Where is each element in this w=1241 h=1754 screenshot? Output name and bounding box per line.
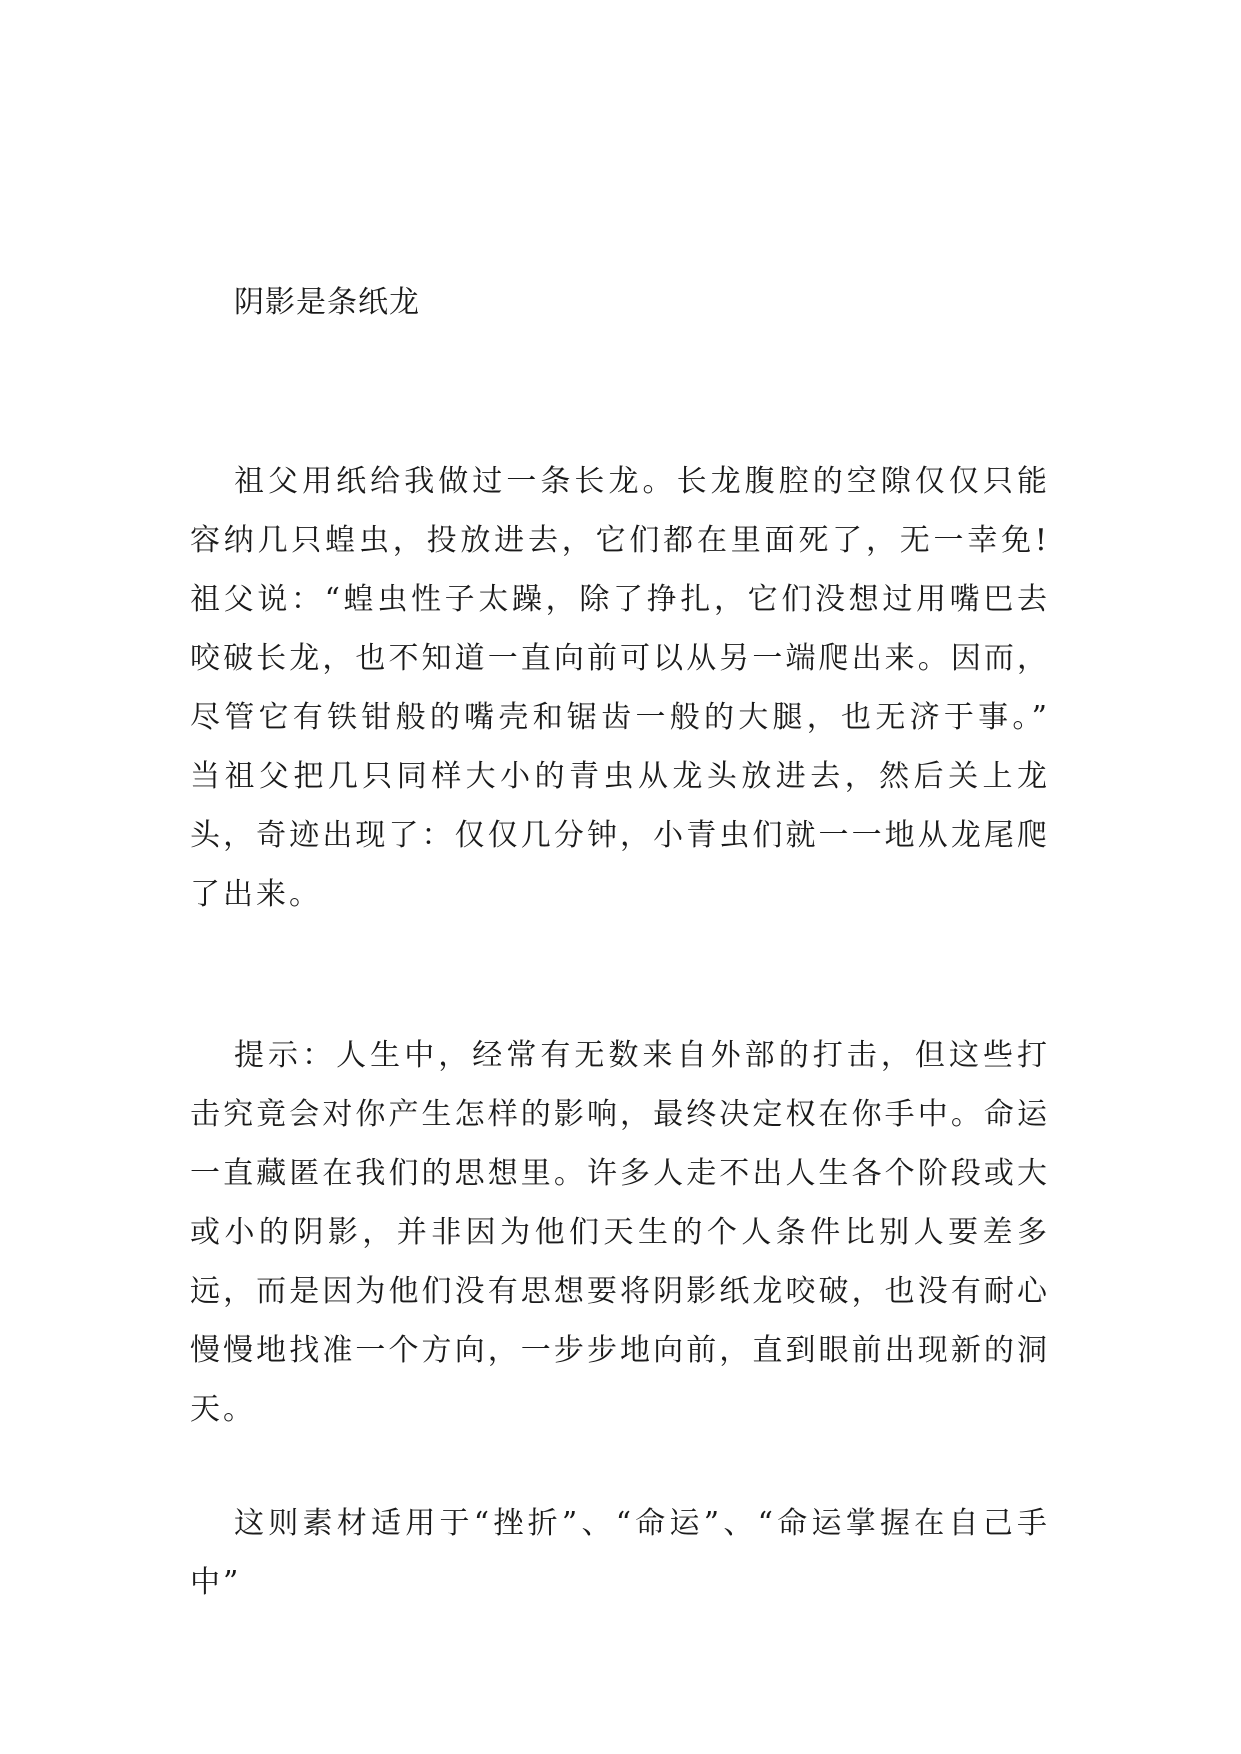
paragraph-usage: 这则素材适用于“挫折”、“命运”、“命运掌握在自己手中”: [190, 1506, 1050, 1600]
paragraph-hint: 提示：人生中，经常有无数来自外部的打击，但这些打击究竟会对你产生怎样的影响，最终决定权在你手中。命运一直藏匿在我们的思想里。许多人走不出人生各个阶段或大或小的阴影，并非因为他们天生的个人条件比别人要差多远，而是因为他们没有思想要将阴影纸龙咬破，也没有耐心慢慢地找准一个方向，一步步地向前，直到眼前出现新的洞天。: [190, 1038, 1050, 1427]
paragraph-story: 祖父用纸给我做过一条长龙。长龙腹腔的空隙仅仅只能容纳几只蝗虫，投放进去，它们都在里面死了，无一幸免!祖父说：“蝗虫性子太躁，除了挣扎，它们没想过用嘴巴去咬破长龙，也不知道一直向前可以从另一端爬出来。因而，尽管它有铁钳般的嘴壳和锯齿一般的大腿，也无济于事。” 当祖父把几只同样大小的青虫从龙头放进去，然后关上龙头，奇迹出现了：仅仅几分钟，小青虫们就一一地从龙尾爬了出来。: [190, 464, 1050, 912]
document-title: 阴影是条纸龙: [234, 285, 420, 320]
